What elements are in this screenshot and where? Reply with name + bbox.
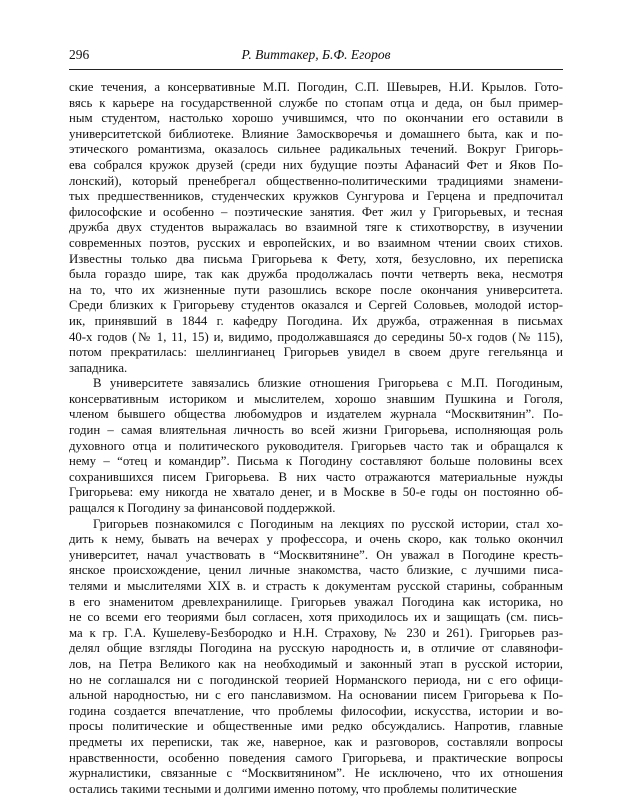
text-line: дружба двух студентов выражалась во взаимной тяге к стихотворству, в изучении — [69, 220, 563, 235]
text-line: в его знаменитом древлехранилище. Григорьев уважал Погодина как историка, но — [69, 594, 563, 609]
text-line: ным студентом, настолько хорошо учившимся, что по окончании его оставили в — [69, 111, 563, 126]
paragraph — [69, 517, 563, 798]
body-text — [69, 80, 563, 797]
text-line: Известны только два письма Григорьева к Фету, хотя, безусловно, их переписка — [69, 251, 563, 266]
text-line: телями и мыслителями XIX в. и страсть к документам русской старины, собранным — [69, 579, 563, 593]
text-line: западника. — [69, 360, 128, 375]
page-number: 296 — [69, 47, 90, 62]
text-line: альной народностью, ни с его панславизмом. На основании писем Григорьева к По- — [69, 688, 563, 703]
text-line: но не соглашался ни с погодинской теорией Норманского периода, ни с его офици- — [69, 672, 563, 687]
text-line: В университете завязались близкие отношения Григорьева с М.П. Погодиным, — [93, 376, 563, 391]
text-line: духовного отца и политического руководителя. Григорьев часто так и обращался к — [69, 438, 563, 453]
text-line: ращался к Погодину за финансовой поддержкой. — [69, 501, 336, 516]
text-line: ские течения, а консервативные М.П. Погодин, С.П. Шевырев, Н.И. Крылов. Гото- — [69, 80, 563, 94]
text-line: Григорьева: ему никогда не хватало денег, и в Москве в 50-е годы он постоянно об- — [69, 485, 563, 500]
paragraph — [69, 80, 563, 376]
text-line: этического романтизма, оказалось сильнее радикальных течений. Вокруг Григорь- — [69, 142, 563, 157]
text-line: журналистики, связанные с “Москвитянином”. Не исключено, что их отношения — [69, 766, 563, 781]
text-line: дить к нему, бывать на вечерах у профессора, и очень скоро, как только окончил — [69, 532, 563, 547]
text-line: годин – самая влиятельная личность во всей жизни Григорьева, исполняющая роль — [69, 423, 563, 438]
text-line: была гораздо шире, так как дружба продолжалась почти четверть века, несмотря — [69, 267, 563, 282]
text-line: университетской библиотеке. Влияние Замоскворечья и домашнего быта, как и по- — [69, 126, 563, 141]
text-line: година создается впечатление, что проблемы философии, искусства, истории и во- — [69, 703, 563, 718]
text-line: консервативным историком и мыслителем, хорошо знавшим Пушкина и Гоголя, — [69, 391, 563, 406]
text-line: делял общие взгляды Погодина на русскую народность и, в отличие от славянофи- — [69, 641, 563, 656]
text-line: университет, начал участвовать в “Москвитянине”. Он уважал в Погодине кресть- — [69, 547, 563, 562]
text-line: остались такими тесными и долгими именно потому, что проблемы политические — [69, 781, 517, 796]
text-line: 40-х годов (№ 1, 11, 15) и, видимо, продолжавшаяся до середины 50-х годов (№ 115), — [69, 329, 563, 344]
text-line: нравственности, особенно поведения самого Григорьева, и практические вопросы — [69, 750, 563, 765]
text-line: на то, что их жизненные пути разошлись вскоре после окончания университета. — [69, 282, 563, 297]
text-line: предметы их переписки, так же, наверное, как и разговоров, составляли вопросы — [69, 734, 563, 749]
text-line: сохранившихся писем Григорьева. В них часто отражаются материальные нужды — [69, 469, 563, 484]
page-header — [69, 41, 563, 70]
text-line: лов, на Петра Великого как на необходимый и законный этап в русской истории, — [69, 656, 563, 671]
text-line: Среди близких к Григорьеву студентов оказался и Сергей Соловьев, молодой истор- — [69, 298, 563, 313]
text-line: ма к гр. Г.А. Кушелеву-Безбородко и Н.Н. Страхову, № 230 и 261). Григорьев раз- — [69, 625, 563, 640]
text-line: членом бывшего общества любомудров и издателем журнала “Москвитянин”. По- — [69, 407, 563, 422]
text-line: потом прекратилась: шеллингианец Григорьев увидел в своем друге гегельянца и — [69, 345, 563, 360]
text-line: ева собрался кружок друзей (среди них будущие поэты Афанасий Фет и Яков По- — [69, 157, 563, 172]
text-line: янское происхождение, ценил личные знакомства, часто близкие, с лучшими писа- — [69, 563, 563, 578]
text-line: философские и особенно – поэтические занятия. Фет жил у Григорьевых, и тесная — [69, 204, 563, 219]
text-line: ик, принявший в 1844 г. кафедру Погодина. Их дружба, отраженная в письмах — [69, 313, 563, 328]
text-line: вясь к карьере на государственной службе по стопам отца и деда, он был пример- — [69, 95, 563, 110]
text-line: лонский), который пренебрегал общественно-политическими традициями знамени- — [69, 173, 563, 188]
text-line: современных поэтов, русских и европейских, и во взаимном чтении своих стихов. — [69, 235, 563, 250]
text-line: не со всеми его теориями был согласен, хотя приходилось их и защищать (см. пись- — [69, 610, 563, 625]
text-line: просы политические и общественные ими редко обсуждались. Напротив, главные — [69, 719, 563, 734]
running-head: Р. Виттакер, Б.Ф. Егоров — [241, 47, 391, 62]
text-line: Григорьев познакомился с Погодиным на лекциях по русской истории, стал хо- — [93, 516, 563, 531]
text-line: нему – “отец и командир”. Письма к Погодину составляют больше половины всех — [69, 454, 563, 469]
paragraph — [69, 376, 563, 516]
text-line: тых предшественников, студенческих кружков Сунгурова и Герцена и предпочитал — [69, 189, 563, 204]
